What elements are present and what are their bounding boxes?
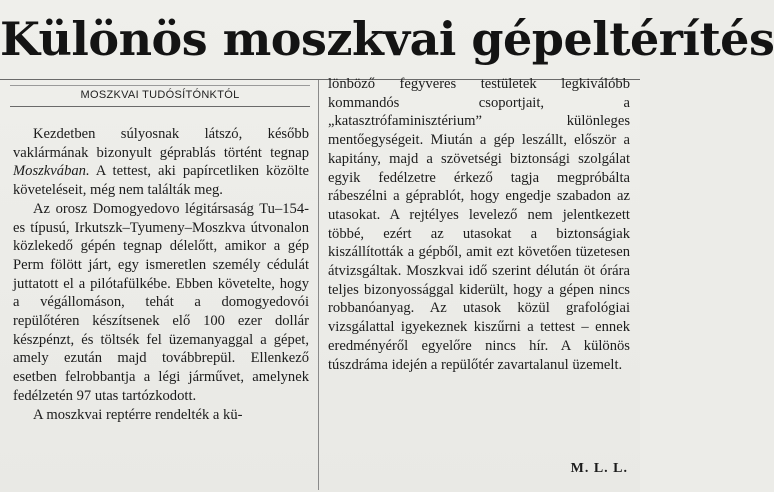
byline-rule-bottom bbox=[10, 106, 310, 107]
body-paragraph-1: Az orosz Domogyedovo légitársaság Tu–154-es típusú, Irkutszk–Tyumeny–Moszkva útvonalon közlekedő gépén tegnap délelőtt, amikor a gép Perm fölött járt, egy ismeretlen személy cédulát juttatott el a pilótafülkébe. Ebben követelte, hogy a végállomáson, tehát a domogyedovói repülőtéren készítsenek elő 100 ezer dollár készpénzt, és töltsék fel üzemanyaggal a gépet, amely ezután majd továbbrepül. Ellenkező esetben felrobbantja a légi járművet, amelynek fedélzetén 97 utas tartózkodott. bbox=[13, 200, 309, 404]
left-column bbox=[13, 125, 309, 424]
lead-text-city: Moszkvában. bbox=[13, 163, 90, 180]
body-paragraph-2: A moszkvai reptérre rendelték a kü- bbox=[33, 406, 243, 423]
headline: Különös moszkvai gépeltérítés bbox=[0, 12, 774, 66]
lead-text-b: A tettest, aki papírcetliken közölte követeléseit, még nem találták meg. bbox=[13, 163, 309, 199]
right-column bbox=[328, 75, 630, 374]
author-signature: M. L. L. bbox=[570, 461, 628, 476]
byline: MOSZKVAI TUDÓSÍTÓNKTÓL bbox=[80, 89, 240, 101]
column-divider bbox=[318, 80, 319, 490]
lead-text-a: Kezdetben súlyosnak látszó, később vaklármának bizonyult géprablás történt tegnap bbox=[13, 126, 309, 161]
byline-rule-top bbox=[10, 85, 310, 86]
lead-paragraph bbox=[13, 125, 309, 200]
body-paragraph-3: lönböző fegyveres testületek legkiválóbb kommandós csoportjait, a „katasztrófaminisztérium” különleges mentőegységeit. Miután a gép leszállt, először a kapitány, majd a szövetségi biztonsági szolgálat egyik fedélzetre érkező tagja megpróbálta rábeszélni a géprablót, hogy engedje szabadon az utasokat. A rejtélyes levelező nem jelentkezett többé, ezért az utasokat a biztonságiak kiszállították a gépből, amit ezt követően tüzetesen átvizsgáltak. Moszkvai idő szerint délután öt órára teljes bizonyossággal kiderült, hogy a gépen nincs robbanóanyag. Az utasok közül grafológiai vizsgálattal igyekeznek kiszűrni a tettest – ennek eredményéről egyelőre nincs hír. A különös túszdráma idején a repülőtér zavartalanul üzemelt. bbox=[328, 76, 630, 373]
